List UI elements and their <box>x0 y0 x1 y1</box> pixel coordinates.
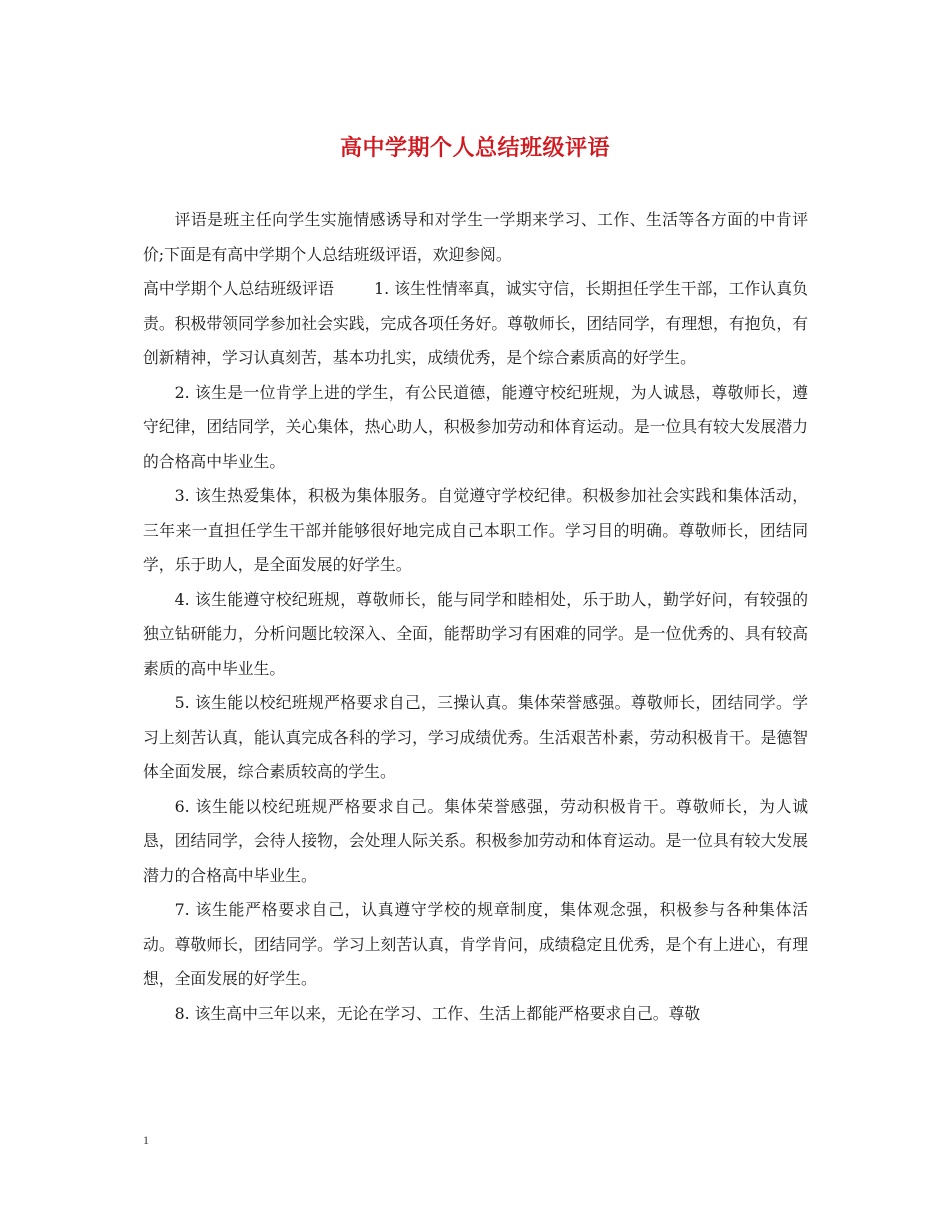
comment-item-6: 6. 该生能以校纪班规严格要求自己。集体荣誉感强，劳动积极肯干。尊敬师长，为人诚恳，团结同学，会待人接物，会处理人际关系。积极参加劳动和体育运动。是一位具有较大发展潜力的合格高中毕业生。 <box>143 796 808 885</box>
document-title: 高中学期个人总结班级评语 <box>339 135 610 161</box>
comment-item-8: 8. 该生高中三年以来，无论在学习、工作、生活上都能严格要求自己。尊敬 <box>174 1003 701 1023</box>
page-number: 1 <box>143 1133 149 1147</box>
comment-item-7: 7. 该生能严格要求自己，认真遵守学校的规章制度，集体观念强，积极参与各种集体活动。尊敬师长，团结同学。学习上刻苦认真，肯学肯问，成绩稳定且优秀，是个有上进心，有理想，全面发展的好学生。 <box>143 900 808 988</box>
document-body <box>143 203 808 1031</box>
comment-item-2: 2. 该生是一位肯学上进的学生，有公民道德，能遵守校纪班规，为人诚恳，尊敬师长，遵守纪律，团结同学，关心集体，热心助人，积极参加劳动和体育运动。是一位具有较大发展潜力的合格高中毕业生。 <box>143 382 808 471</box>
section-heading: 高中学期个人总结班级评语 <box>143 279 335 298</box>
first-item-paragraph <box>143 272 808 376</box>
comment-item-3: 3. 该生热爱集体，积极为集体服务。自觉遵守学校纪律。积极参加社会实践和集体活动，三年来一直担任学生干部并能够很好地完成自己本职工作。学习目的明确。尊敬师长，团结同学，乐于助人，是全面发展的好学生。 <box>143 486 808 574</box>
comment-item-5: 5. 该生能以校纪班规严格要求自己，三操认真。集体荣誉感强。尊敬师长，团结同学。学习上刻苦认真，能认真完成各科的学习，学习成绩优秀。生活艰苦朴素，劳动积极肯干。是德智体全面发展，综合素质较高的学生。 <box>143 693 808 781</box>
intro-paragraph: 评语是班主任向学生实施情感诱导和对学生一学期来学习、工作、生活等各方面的中肯评价;下面是有高中学期个人总结班级评语，欢迎参阅。 <box>143 210 808 264</box>
comment-item-1: 1. 该生性情率真，诚实守信，长期担任学生干部，工作认真负责。积极带领同学参加社会实践，完成各项任务好。尊敬师长，团结同学，有理想，有抱负，有创新精神，学习认真刻苦，基本功扎实，成绩优秀，是个综合素质高的好学生。 <box>143 279 808 367</box>
comment-item-4: 4. 该生能遵守校纪班规，尊敬师长，能与同学和睦相处，乐于助人，勤学好问，有较强的独立钻研能力，分析问题比较深入、全面，能帮助学习有困难的同学。是一位优秀的、具有较高素质的高中毕业生。 <box>143 589 808 678</box>
